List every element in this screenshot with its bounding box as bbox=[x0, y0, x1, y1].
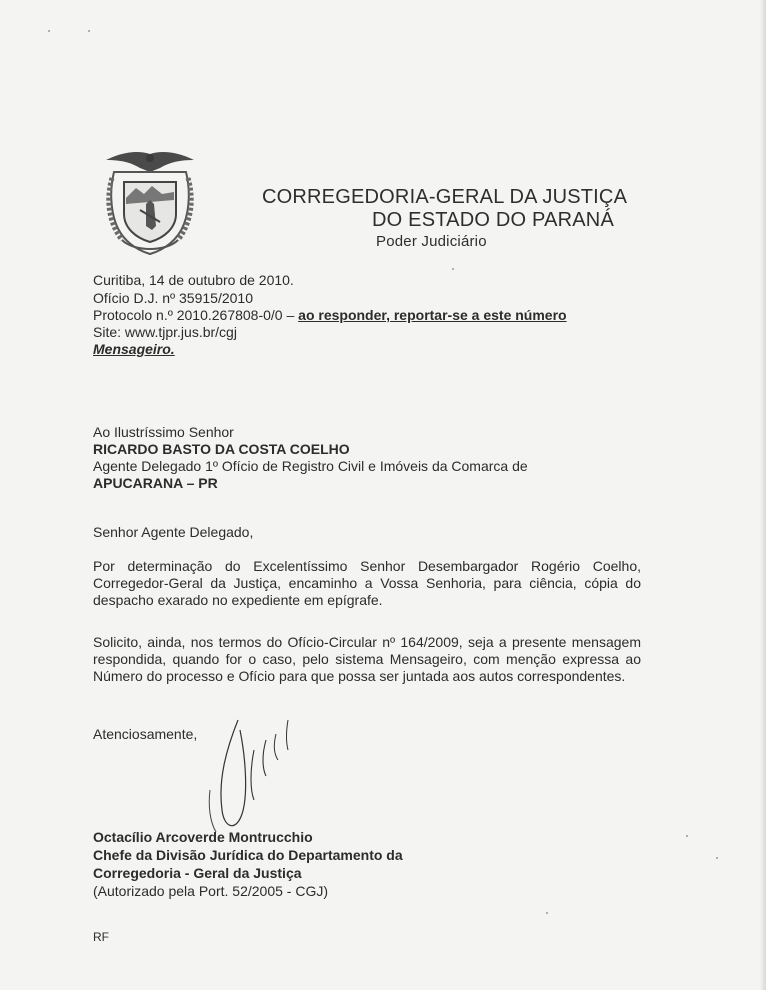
paragraph-1: Por determinação do Excelentíssimo Senhor Desembargador Rogério Coelho, Corregedor-Geral da Justiça, encaminho a Vossa Senhoria, para ciência, cópia do despacho exarado no expediente em epígrafe. bbox=[93, 558, 641, 608]
signer-authorization: (Autorizado pela Port. 52/2005 - CGJ) bbox=[93, 883, 329, 899]
addressee-city: APUCARANA – PR bbox=[93, 475, 218, 491]
addressee-salutation: Ao Ilustríssimo Senhor bbox=[93, 424, 234, 440]
header-subtitle: DO ESTADO DO PARANÁ bbox=[372, 209, 614, 231]
typist-initials: RF bbox=[93, 930, 109, 944]
paragraph-2: Solicito, ainda, nos termos do Ofício-Circular nº 164/2009, seja a presente mensagem respondida, quando for o caso, pelo sistema Mensageiro, com menção expressa ao Número do processo e Ofício para que possa ser juntada aos autos correspondentes. bbox=[93, 634, 641, 684]
addressee-role: Agente Delegado 1º Ofício de Registro Civil e Imóveis da Comarca de bbox=[93, 458, 528, 474]
signature-block bbox=[93, 828, 403, 900]
handwritten-signature bbox=[196, 710, 316, 840]
protocol-number: Protocolo n.º 2010.267808-0/0 – bbox=[93, 307, 299, 323]
signer-name: Octacílio Arcoverde Montrucchio bbox=[93, 829, 313, 845]
closing: Atenciosamente, bbox=[93, 726, 198, 742]
protocol-line bbox=[93, 307, 567, 323]
header-title: CORREGEDORIA-GERAL DA JUSTIÇA bbox=[262, 186, 628, 208]
signer-title-1: Chefe da Divisão Jurídica do Departamento da bbox=[93, 847, 403, 863]
scan-speck bbox=[88, 30, 90, 32]
site-line: Site: www.tjpr.jus.br/cgj bbox=[93, 324, 237, 340]
page-edge-shadow bbox=[760, 0, 766, 990]
letter-date: Curitiba, 14 de outubro de 2010. bbox=[93, 272, 294, 288]
oficio-number: Ofício D.J. nº 35915/2010 bbox=[93, 290, 253, 306]
protocol-note: ao responder, reportar-se a este número bbox=[298, 307, 567, 323]
scan-speck bbox=[452, 268, 454, 270]
greeting: Senhor Agente Delegado, bbox=[93, 524, 254, 540]
scan-speck bbox=[716, 857, 718, 859]
header-power: Poder Judiciário bbox=[376, 233, 487, 250]
signer-title-2: Corregedoria - Geral da Justiça bbox=[93, 865, 302, 881]
parana-coat-of-arms-icon bbox=[100, 148, 200, 260]
scan-speck bbox=[48, 30, 50, 32]
addressee-name: RICARDO BASTO DA COSTA COELHO bbox=[93, 441, 350, 457]
scan-speck bbox=[686, 835, 688, 837]
scan-speck bbox=[546, 912, 548, 914]
delivery-method: Mensageiro. bbox=[93, 341, 175, 357]
